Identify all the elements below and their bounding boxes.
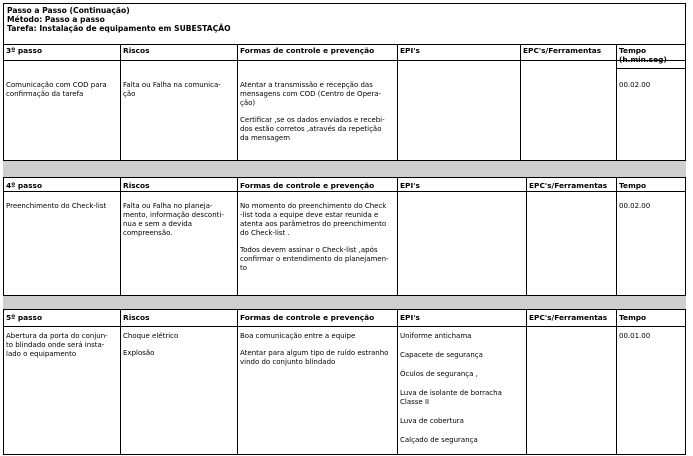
divider (397, 44, 398, 160)
document-header (7, 6, 231, 33)
epi-header: EPI's (400, 313, 420, 322)
divider (3, 326, 686, 327)
control-item: Boa comunicação entre a equipe (240, 332, 356, 340)
divider (3, 191, 686, 192)
divider (526, 310, 527, 455)
controls-list (237, 200, 397, 294)
step-description: Abertura da porta do conjun- to blindado onde será insta- lado o equipamento (6, 332, 108, 358)
epi-item: Luva de isolante de borracha Classe II (400, 389, 502, 406)
control-item: No momento do preenchimento do Check -list toda a equipe deve estar reunida e atenta aos parâmetros do preenchimento do Check-list . (240, 202, 387, 237)
riscos-header: Riscos (123, 46, 150, 55)
control-item: Atentar para algum tipo de ruído estranho vindo do conjunto blindado (240, 349, 389, 366)
divider (397, 178, 398, 295)
header-title: Passo a Passo (Continuação) (7, 6, 130, 15)
risk-item: Explosão (123, 349, 155, 357)
controls-list (237, 79, 397, 159)
epc-header: EPC's/Ferramentas (523, 46, 602, 55)
controle-header: Formas de controle e prevenção (240, 181, 375, 190)
step-description: Preenchimento do Check-list (6, 202, 107, 210)
epc-header: EPC's/Ferramentas (529, 181, 608, 190)
divider (616, 68, 686, 69)
epi-list (397, 330, 526, 454)
risk-item: Falta ou Falha no planeja- mento, informação desconti- nua e sem a devida compreensão. (123, 202, 224, 237)
divider (3, 60, 686, 61)
header-method: Método: Passo a passo (7, 15, 105, 24)
epi-item: Calçado de segurança (400, 436, 478, 444)
tempo-header: Tempo (619, 181, 647, 190)
step-header: 5º passo (6, 313, 43, 322)
divider (520, 44, 521, 160)
tempo-header: Tempo (619, 313, 647, 322)
controle-header: Formas de controle e prevenção (240, 313, 375, 322)
epc-header: EPC's/Ferramentas (529, 313, 608, 322)
section-separator (3, 160, 686, 178)
section-separator (3, 295, 686, 310)
tempo-value: 00.02.00 (619, 202, 651, 210)
epi-header: EPI's (400, 181, 420, 190)
step-header: 4º passo (6, 181, 43, 190)
header-task: Tarefa: Instalação de equipamento em SUBESTAÇÃO (7, 24, 231, 33)
epi-header: EPI's (400, 46, 420, 55)
divider (616, 178, 617, 295)
riscos-header: Riscos (123, 181, 150, 190)
risk-item: Falta ou Falha na comunica- ção (123, 81, 221, 98)
controle-header: Formas de controle e prevenção (240, 46, 375, 55)
tempo-header: Tempo (h.min.seg) (619, 46, 667, 64)
epi-item: Óculos de segurança , (400, 370, 478, 378)
epi-item: Capacete de segurança (400, 351, 483, 359)
epi-item: Uniforme antichama (400, 332, 472, 340)
document-page (3, 3, 686, 455)
risk-item: Choque elétrico (123, 332, 179, 340)
epi-item: Luva de cobertura (400, 417, 464, 425)
step-description: Comunicação com COD para confirmação da tarefa (6, 81, 107, 98)
divider (526, 178, 527, 295)
riscos-header: Riscos (123, 313, 150, 322)
control-item: Atentar a transmissão e recepção das mensagens com COD (Centro de Opera- ção) (240, 81, 382, 107)
risks-list (120, 330, 237, 390)
tempo-value: 00.02.00 (619, 81, 651, 89)
step-header: 3º passo (6, 46, 43, 55)
control-item: Certificar ,se os dados enviados e recebi- dos estão corretos ,através da repetição da mensagem (240, 116, 385, 142)
tempo-value: 00.01.00 (619, 332, 651, 340)
controls-list (237, 330, 397, 390)
control-item: Todos devem assinar o Check-list ,após confirmar o entendimento do planejamen- to (240, 246, 389, 272)
